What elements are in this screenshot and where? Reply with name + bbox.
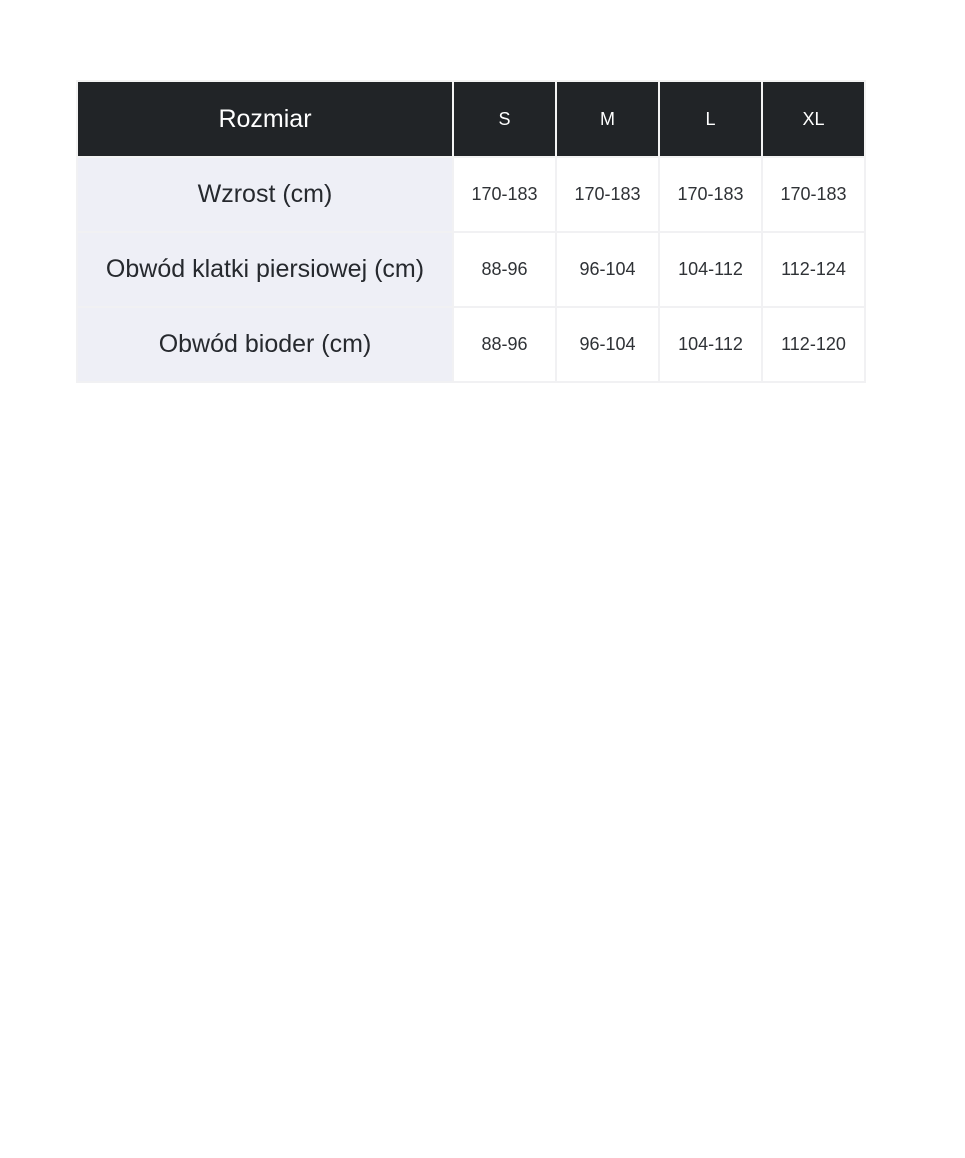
table-cell: 88-96: [453, 232, 556, 307]
header-label-cell: Rozmiar: [77, 81, 453, 157]
header-size-m: M: [556, 81, 659, 157]
row-label-chest: Obwód klatki piersiowej (cm): [77, 232, 453, 307]
table-cell: 112-124: [762, 232, 865, 307]
table-cell: 170-183: [659, 157, 762, 232]
table-cell: 96-104: [556, 307, 659, 382]
table-cell: 170-183: [453, 157, 556, 232]
header-size-s: S: [453, 81, 556, 157]
table-cell: 104-112: [659, 307, 762, 382]
size-chart-body: [77, 157, 865, 382]
table-row: [77, 232, 865, 307]
row-label-height: Wzrost (cm): [77, 157, 453, 232]
table-cell: 170-183: [556, 157, 659, 232]
table-cell: 88-96: [453, 307, 556, 382]
table-row: [77, 157, 865, 232]
size-chart-table: [76, 80, 866, 383]
header-size-l: L: [659, 81, 762, 157]
header-row: [77, 81, 865, 157]
table-cell: 170-183: [762, 157, 865, 232]
table-cell: 96-104: [556, 232, 659, 307]
row-label-hips: Obwód bioder (cm): [77, 307, 453, 382]
size-chart-header: [77, 81, 865, 157]
table-cell: 112-120: [762, 307, 865, 382]
table-row: [77, 307, 865, 382]
table-cell: 104-112: [659, 232, 762, 307]
header-size-xl: XL: [762, 81, 865, 157]
